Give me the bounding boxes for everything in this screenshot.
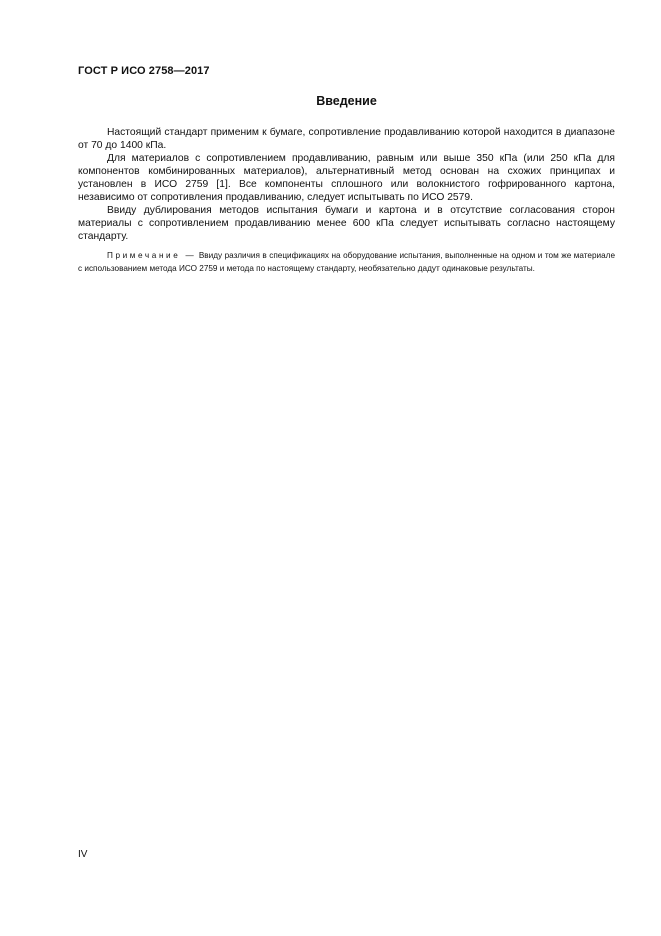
section-title: Введение [316, 94, 377, 108]
paragraph-alternative-method: Для материалов с сопротивлением продавливанию, равным или выше 350 кПа (или 250 кПа для компонентов комбинированных материалов), альтернативный метод основан на схожих принципах и установлен в ИСО 2759 [1]. Все компоненты сплошного или волокнистого гофрированного картона, независимо от сопротивления продавливанию, следует испытывать по ИСО 2579. [78, 153, 615, 203]
body-text [78, 126, 615, 243]
paragraph-scope: Настоящий стандарт применим к бумаге, сопротивление продавливанию которой находится в диапазоне от 70 до 1400 кПа. [78, 127, 615, 151]
note-paragraph [78, 249, 615, 275]
page-number: IV [78, 849, 88, 860]
document-header: ГОСТ Р ИСО 2758—2017 [78, 65, 210, 77]
note-label: Примечание — [107, 251, 197, 260]
note-text: Ввиду различия в спецификациях на оборудование испытания, выполненные на одном и том же материале с использованием метода ИСО 2759 и метода по настоящему стандарту, необязательно дадут одинаковые результаты. [78, 251, 616, 273]
note-block [78, 249, 615, 275]
paragraph-duplication: Ввиду дублирования методов испытания бумаги и картона и в отсутствие согласования сторон материалы с сопротивлением продавливанию менее 600 кПа следует испытывать согласно настоящему стандарту. [78, 205, 615, 242]
